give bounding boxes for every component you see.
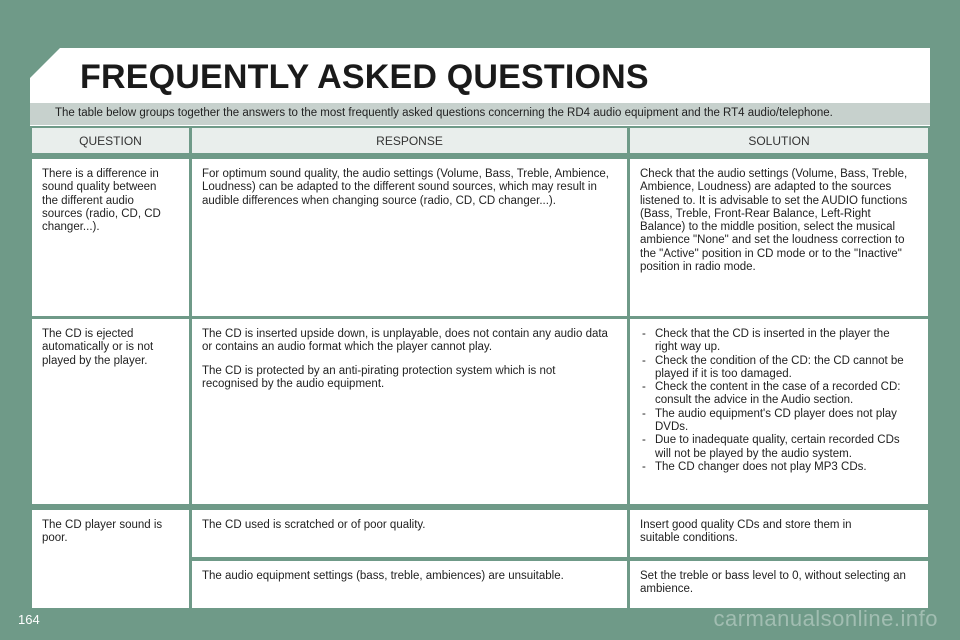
header-question: QUESTION: [32, 128, 189, 153]
row3b-solution-text: Set the treble or bass level to 0, without selecting an ambience.: [640, 570, 906, 596]
row2-question-text: The CD is ejected automatically or is not played by the player.: [42, 328, 154, 367]
row3-question-text: The CD player sound is poor.: [42, 519, 163, 545]
row1-solution-text: Check that the audio settings (Volume, Bass, Treble, Ambience, Loudness) are adapted to the sources listened to. It is advisable to set the AUDIO functions (Bass, Treble, Front-Rear Balance, Left-Right Balance) to the middle position, select the musical ambience "None" and set the loudness correction to the "Active" position in CD mode or to the "Inactive" position in radio mode.: [640, 168, 908, 274]
row2-response-text-1: The CD is inserted upside down, is unplayable, does not contain any audio data or contains an audio format which the player cannot play.: [202, 328, 608, 354]
row3a-response: [192, 510, 627, 557]
list-item: - The CD changer does not play MP3 CDs.: [640, 461, 915, 474]
page-number: 164: [18, 612, 40, 627]
row3a-solution: [630, 510, 928, 557]
header-response: RESPONSE: [192, 128, 627, 153]
row2-response: [192, 319, 627, 504]
row3-question: [32, 510, 189, 608]
list-item: - The audio equipment's CD player does not play DVDs.: [640, 408, 915, 435]
watermark: carmanualsonline.info: [713, 606, 938, 631]
row2-question: [32, 319, 189, 504]
row1-response: [192, 159, 627, 316]
row2-solution: [630, 319, 928, 504]
row3a-solution-text: Insert good quality CDs and store them in suitable conditions.: [640, 519, 852, 545]
row3b-response-text: The audio equipment settings (bass, treble, ambiences) are unsuitable.: [202, 570, 564, 582]
list-item: - Due to inadequate quality, certain recorded CDs will not be played by the audio system.: [640, 434, 915, 461]
row1-response-text: For optimum sound quality, the audio settings (Volume, Bass, Treble, Ambience, Loudness) can be adapted to the different sound sources, which may result in audible differences when changing source (radio, CD, CD changer...).: [202, 168, 609, 207]
list-item: - Check the condition of the CD: the CD cannot be played if it is too damaged.: [640, 355, 915, 382]
page-subtitle: The table below groups together the answers to the most frequently asked questions concerning the RD4 audio equipment and the RT4 audio/telephone.: [55, 107, 833, 119]
row1-question: [32, 159, 189, 316]
row3b-response: [192, 561, 627, 608]
list-item: - Check that the CD is inserted in the player the right way up.: [640, 328, 915, 355]
row3a-response-text: The CD used is scratched or of poor quality.: [202, 519, 426, 531]
row1-question-text: There is a difference in sound quality between the different audio sources (radio, CD, CD changer...).: [42, 168, 161, 234]
list-item: - Check the content in the case of a recorded CD: consult the advice in the Audio section.: [640, 381, 915, 408]
row1-solution: [630, 159, 928, 316]
header-solution: SOLUTION: [630, 128, 928, 153]
row2-solution-list: [640, 328, 915, 474]
row2-response-text-2: The CD is protected by an anti-pirating protection system which is not recognised by the audio equipment.: [202, 364, 556, 390]
row3b-solution: [630, 561, 928, 608]
page-title: FREQUENTLY ASKED QUESTIONS: [80, 58, 649, 96]
